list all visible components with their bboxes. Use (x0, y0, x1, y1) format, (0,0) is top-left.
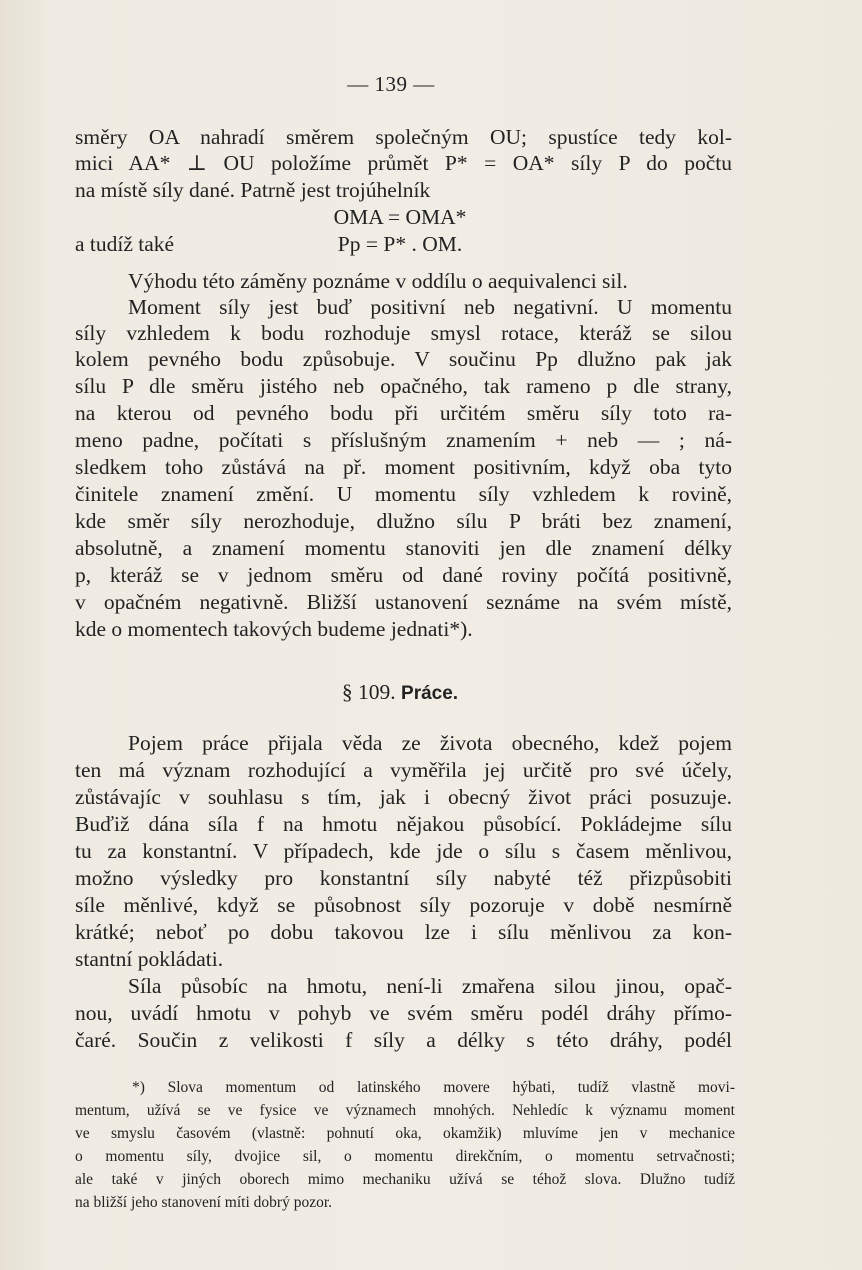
section-number: § 109. (341, 680, 396, 704)
text-line: zůstávajíc v souhlasu s tím, jak i obecný život práci posuzuje. (75, 785, 732, 809)
footnote-line: *) Slova momentum od latinského movere hýbati, tudíž vlastně movi- (132, 1079, 735, 1096)
text-line: absolutně, a znamení momentu stanoviti jen dle znamení délky (75, 536, 732, 560)
text-line: směry OA nahradí směrem společným OU; spustíce tedy kol- (75, 125, 732, 149)
section-heading (0, 680, 800, 705)
text-line: síly vzhledem k bodu rozhoduje smysl rotace, kteráž se silou (75, 321, 732, 345)
text-line: čaré. Součin z velikosti f síly a délky s této dráhy, podél (75, 1028, 732, 1052)
text-line: kde o momentech takových budeme jednati*). (75, 617, 473, 641)
text-line: stantní pokládati. (75, 947, 224, 971)
text-line: p, kteráž se v jednom směru od dané roviny počítá positivně, (75, 563, 732, 587)
text-line: meno padne, počítati s příslušným znamením + neb — ; ná- (75, 428, 732, 452)
equation-1: OMA = OMA* (333, 205, 467, 229)
text-line: Buďiž dána síla f na hmotu nějakou působící. Pokládejme sílu (75, 812, 732, 836)
text-line: tu za konstantní. V případech, kde jde o sílu s časem měnlivou, (75, 839, 732, 863)
text-line: nou, uvádí hmotu v pohyb ve svém směru podél dráhy přímo- (75, 1001, 732, 1025)
text-line: kolem pevného bodu způsobuje. V součinu Pp dlužno pak jak (75, 347, 732, 371)
text-line: sílu P dle směru jistého neb opačného, tak rameno p dle strany, (75, 374, 732, 398)
text-line: Moment síly jest buď positivní neb negativní. U momentu (128, 295, 732, 319)
text-line: sledkem toho zůstává na př. moment positivním, když oba tyto (75, 455, 732, 479)
text-line: Síla působíc na hmotu, není-li zmařena silou jinou, opač- (128, 974, 732, 998)
footnote-line: ale také v jiných oborech mimo mechaniku užívá se téhož slova. Dlužno tudíž (75, 1171, 735, 1188)
text-line: na místě síly dané. Patrně jest trojúhelník (75, 178, 431, 202)
paragraph-2: Výhodu této záměny poznáme v oddílu o aequivalenci sil. (128, 269, 628, 293)
text-line: síle měnlivé, když se působnost síly pozoruje v době nesmírně (75, 893, 732, 917)
footnote-line: ve smyslu časovém (vlastně: pohnutí oka, okamžik) mluvíme jen v mechanice (75, 1125, 735, 1142)
text-line: Pojem práce přijala věda ze života obecného, kdež pojem (128, 731, 732, 755)
equation-2: Pp = P* . OM. (337, 232, 463, 256)
text-line: kde směr síly nerozhoduje, dlužno sílu P bráti bez znamení, (75, 509, 732, 533)
equation-2-prefix: a tudíž také (75, 232, 175, 256)
footnote-line: mentum, užívá se ve fysice ve významech mnohých. Nehledíc k významu moment (75, 1102, 735, 1119)
text-line: v opačném negativně. Bližší ustanovení seznáme na svém místě, (75, 590, 732, 614)
page-number: — 139 — (347, 72, 435, 96)
text-line: na kterou od pevného bodu při určitém směru síly toto ra- (75, 401, 732, 425)
text-line: ten má význam rozhodující a vyměřila jej určitě pro své účely, (75, 758, 732, 782)
text-line: možno výsledky pro konstantní síly nabyté též přizpůsobiti (75, 866, 732, 890)
text-line: činitele znamení změní. U momentu síly vzhledem k rovině, (75, 482, 732, 506)
section-title: Práce. (401, 683, 459, 704)
text-line: krátké; neboť po dobu takovou lze i sílu měnlivou za kon- (75, 920, 732, 944)
text-line: mici AA* ⊥ OU položíme průmět P* = OA* síly P do počtu (75, 151, 732, 175)
footnote-line: o momentu síly, dvojice sil, o momentu direkčním, o momentu setrvačnosti; (75, 1148, 735, 1165)
footnote-line: na bližší jeho stanovení míti dobrý pozor. (75, 1194, 332, 1211)
